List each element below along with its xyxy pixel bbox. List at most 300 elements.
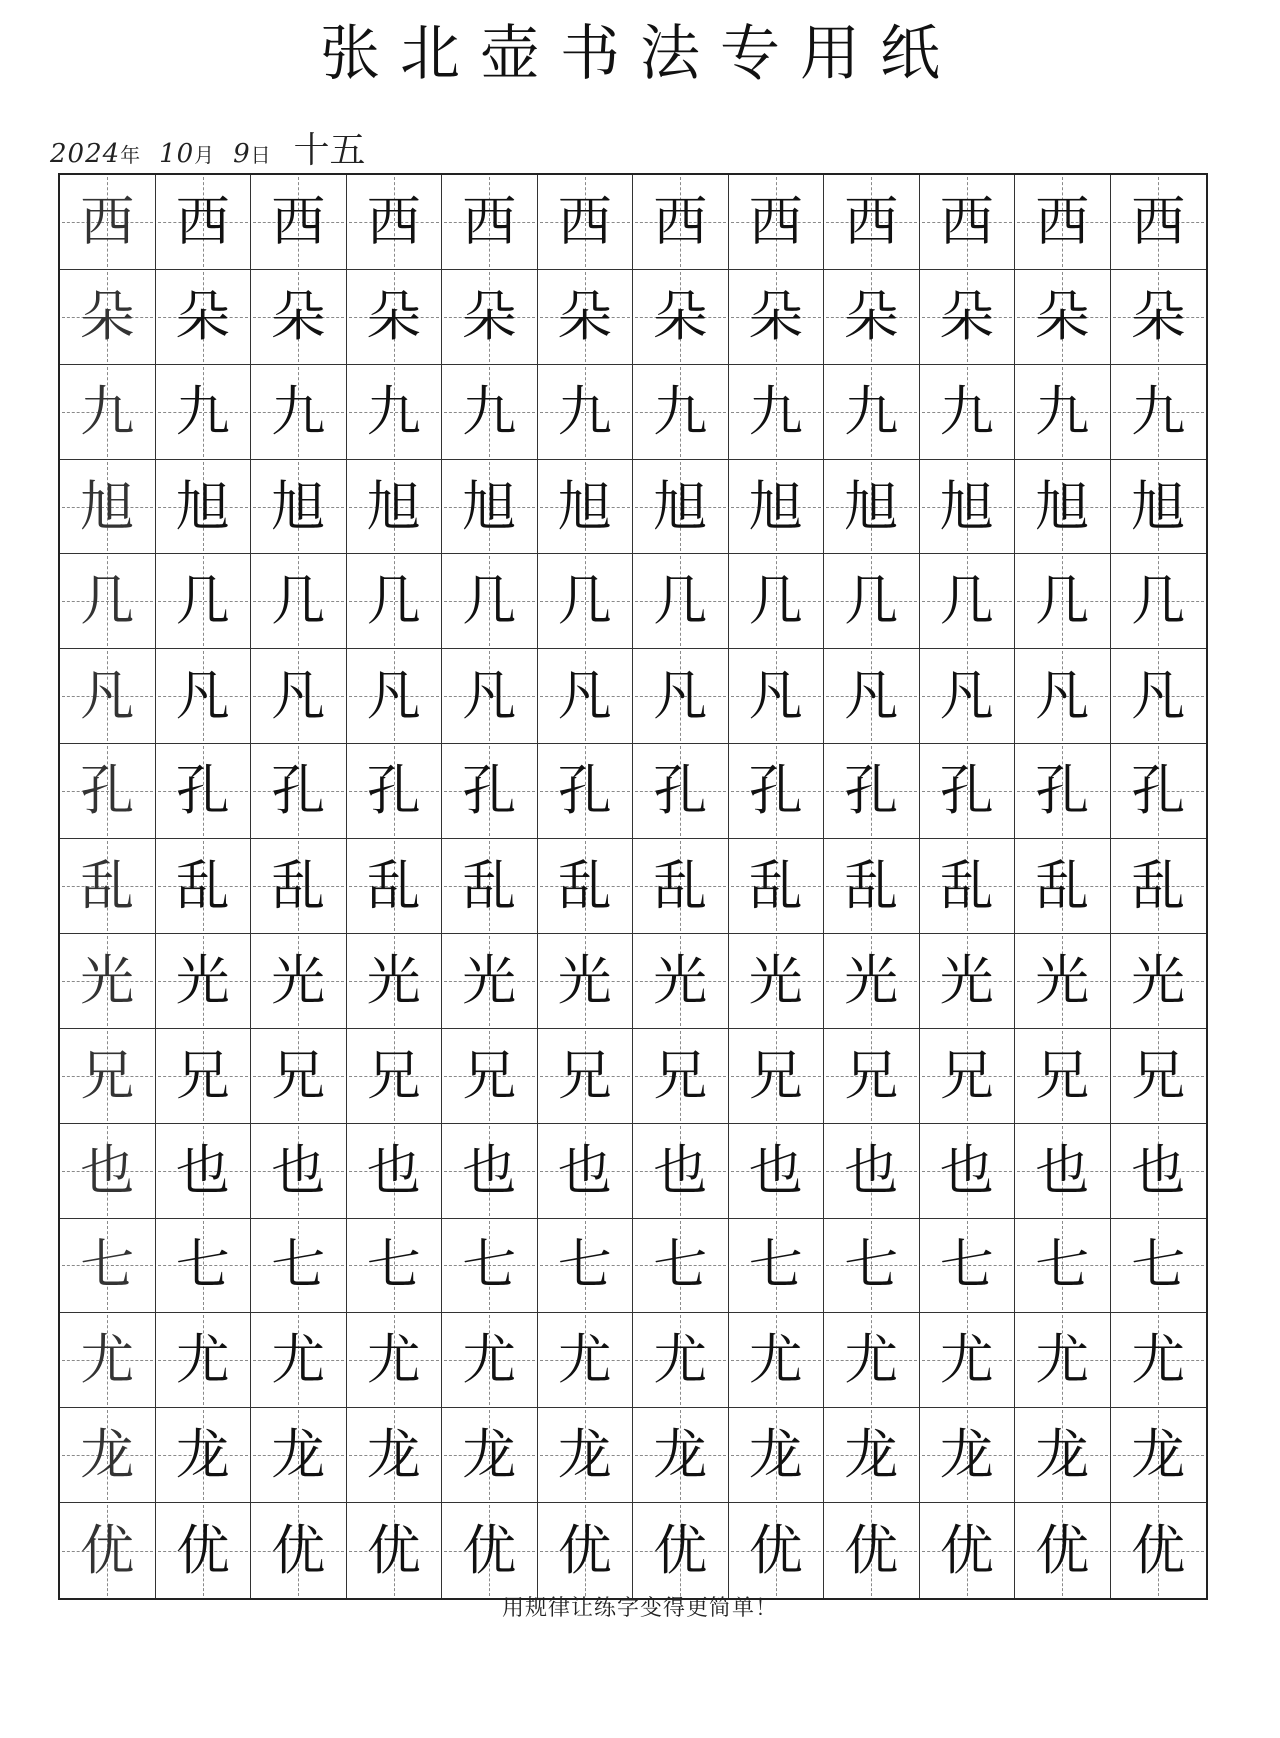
- practice-character-cell: [251, 839, 347, 934]
- practice-character: 龙: [462, 1423, 517, 1487]
- practice-character-cell: [347, 365, 443, 460]
- practice-character: 光: [80, 948, 135, 1012]
- practice-character-cell: [824, 1408, 920, 1503]
- practice-character-cell: [347, 554, 443, 649]
- practice-character: 朵: [939, 284, 994, 348]
- practice-character-cell: [824, 175, 920, 270]
- practice-character: 乱: [1131, 853, 1186, 917]
- practice-character-cell: [920, 1408, 1016, 1503]
- practice-character: 几: [462, 569, 517, 633]
- practice-character: 九: [1035, 379, 1090, 443]
- practice-character-cell: [442, 649, 538, 744]
- practice-character-cell: [824, 1313, 920, 1408]
- practice-character-cell: [633, 1029, 729, 1124]
- practice-character-cell: [729, 934, 825, 1029]
- practice-character-cell: [156, 365, 252, 460]
- practice-character: 龙: [80, 1423, 135, 1487]
- practice-character-cell: [1111, 460, 1207, 555]
- practice-character: 光: [653, 948, 708, 1012]
- practice-character: 尤: [939, 1328, 994, 1392]
- practice-character: 光: [271, 948, 326, 1012]
- date-line: [50, 122, 366, 173]
- practice-character: 旭: [653, 474, 708, 538]
- practice-character-cell: [347, 1313, 443, 1408]
- practice-character: 优: [1131, 1518, 1186, 1582]
- practice-character-cell: [1111, 1219, 1207, 1314]
- practice-character-cell: [1015, 1029, 1111, 1124]
- practice-character-cell: [1015, 270, 1111, 365]
- practice-character-cell: [347, 1124, 443, 1219]
- practice-character-cell: [633, 460, 729, 555]
- date-year-unit: 年: [120, 143, 141, 167]
- practice-character: 孔: [366, 759, 421, 823]
- practice-character: 尤: [748, 1328, 803, 1392]
- practice-character: 几: [80, 569, 135, 633]
- practice-character-cell: [347, 1029, 443, 1124]
- practice-character-cell: [156, 934, 252, 1029]
- model-character-cell: [60, 554, 156, 649]
- practice-character: 优: [366, 1518, 421, 1582]
- practice-character-cell: [1111, 1124, 1207, 1219]
- practice-character: 孔: [939, 759, 994, 823]
- model-character-cell: [60, 1029, 156, 1124]
- practice-character: 七: [366, 1233, 421, 1297]
- practice-character: 九: [80, 379, 135, 443]
- practice-character-cell: [824, 649, 920, 744]
- practice-character-cell: [347, 744, 443, 839]
- practice-character: 旭: [557, 474, 612, 538]
- practice-character-cell: [1111, 1408, 1207, 1503]
- practice-character-cell: [538, 1124, 634, 1219]
- practice-character: 几: [1131, 569, 1186, 633]
- practice-character-cell: [538, 270, 634, 365]
- practice-character-cell: [251, 175, 347, 270]
- practice-character-cell: [442, 934, 538, 1029]
- practice-character-cell: [633, 1313, 729, 1408]
- practice-character-cell: [824, 270, 920, 365]
- practice-character: 优: [271, 1518, 326, 1582]
- practice-character: 龙: [366, 1423, 421, 1487]
- practice-character: 光: [366, 948, 421, 1012]
- practice-character-cell: [538, 175, 634, 270]
- practice-character: 乱: [80, 853, 135, 917]
- practice-character: 旭: [1131, 474, 1186, 538]
- practice-character: 孔: [462, 759, 517, 823]
- practice-character: 尤: [175, 1328, 230, 1392]
- practice-character: 尤: [1035, 1328, 1090, 1392]
- model-character-cell: [60, 1313, 156, 1408]
- practice-character: 孔: [175, 759, 230, 823]
- practice-character: 西: [80, 189, 135, 253]
- practice-character: 几: [748, 569, 803, 633]
- practice-character: 优: [557, 1518, 612, 1582]
- practice-character: 几: [175, 569, 230, 633]
- practice-character: 乱: [748, 853, 803, 917]
- model-character-cell: [60, 649, 156, 744]
- practice-character-cell: [1015, 934, 1111, 1029]
- practice-character-cell: [442, 270, 538, 365]
- practice-character-cell: [347, 649, 443, 744]
- practice-character-cell: [1111, 1313, 1207, 1408]
- practice-character: 几: [653, 569, 708, 633]
- practice-character-cell: [1111, 839, 1207, 934]
- practice-character: 九: [175, 379, 230, 443]
- practice-character-cell: [824, 1219, 920, 1314]
- practice-character-cell: [251, 270, 347, 365]
- practice-character-cell: [633, 744, 729, 839]
- practice-character: 旭: [748, 474, 803, 538]
- practice-character: 旭: [462, 474, 517, 538]
- practice-character-cell: [920, 1313, 1016, 1408]
- model-character-cell: [60, 460, 156, 555]
- practice-character: 西: [175, 189, 230, 253]
- practice-character-cell: [538, 1313, 634, 1408]
- practice-character-cell: [347, 934, 443, 1029]
- practice-character: 兄: [653, 1043, 708, 1107]
- practice-character-cell: [920, 1219, 1016, 1314]
- practice-character: 几: [366, 569, 421, 633]
- practice-character: 龙: [271, 1423, 326, 1487]
- practice-character: 也: [80, 1138, 135, 1202]
- practice-character: 几: [1035, 569, 1090, 633]
- practice-character-cell: [1111, 554, 1207, 649]
- practice-character-cell: [824, 554, 920, 649]
- practice-character: 乱: [271, 853, 326, 917]
- practice-character: 七: [80, 1233, 135, 1297]
- model-character-cell: [60, 744, 156, 839]
- practice-character-cell: [442, 554, 538, 649]
- practice-character: 七: [462, 1233, 517, 1297]
- practice-character-cell: [538, 649, 634, 744]
- practice-character-cell: [920, 1029, 1016, 1124]
- practice-character: 也: [1035, 1138, 1090, 1202]
- practice-character-cell: [633, 1219, 729, 1314]
- practice-character: 也: [748, 1138, 803, 1202]
- practice-character-cell: [442, 1029, 538, 1124]
- practice-character: 光: [748, 948, 803, 1012]
- practice-character-cell: [538, 1503, 634, 1598]
- practice-character-cell: [729, 365, 825, 460]
- practice-character-cell: [251, 554, 347, 649]
- sheet-title: 张北壶书法专用纸: [320, 19, 960, 89]
- practice-character: 孔: [653, 759, 708, 823]
- practice-character: 优: [80, 1518, 135, 1582]
- practice-character: 光: [939, 948, 994, 1012]
- practice-character: 旭: [80, 474, 135, 538]
- practice-character: 九: [462, 379, 517, 443]
- practice-character-cell: [538, 554, 634, 649]
- practice-character-cell: [251, 1029, 347, 1124]
- practice-character-cell: [633, 649, 729, 744]
- practice-character: 七: [557, 1233, 612, 1297]
- practice-character-cell: [1111, 744, 1207, 839]
- practice-character-cell: [538, 1219, 634, 1314]
- practice-character: 尤: [1131, 1328, 1186, 1392]
- practice-character: 尤: [462, 1328, 517, 1392]
- practice-character-cell: [920, 460, 1016, 555]
- practice-character-cell: [1111, 365, 1207, 460]
- practice-character-cell: [156, 460, 252, 555]
- practice-character: 七: [175, 1233, 230, 1297]
- practice-character-cell: [442, 1124, 538, 1219]
- practice-character-cell: [729, 1029, 825, 1124]
- practice-character-cell: [920, 554, 1016, 649]
- practice-character-cell: [156, 1219, 252, 1314]
- practice-character-cell: [920, 365, 1016, 460]
- practice-character-cell: [1111, 1029, 1207, 1124]
- practice-character-cell: [1015, 1124, 1111, 1219]
- practice-character-cell: [442, 1503, 538, 1598]
- practice-character: 朵: [1035, 284, 1090, 348]
- practice-character: 朵: [653, 284, 708, 348]
- practice-character-cell: [442, 1219, 538, 1314]
- practice-character: 尤: [653, 1328, 708, 1392]
- practice-character: 朵: [175, 284, 230, 348]
- practice-character-cell: [633, 554, 729, 649]
- practice-character: 西: [271, 189, 326, 253]
- practice-character-cell: [920, 175, 1016, 270]
- practice-character: 尤: [557, 1328, 612, 1392]
- practice-character-cell: [729, 1124, 825, 1219]
- practice-character: 也: [844, 1138, 899, 1202]
- practice-character: 旭: [175, 474, 230, 538]
- practice-character: 几: [939, 569, 994, 633]
- practice-character-cell: [729, 1219, 825, 1314]
- practice-character: 尤: [366, 1328, 421, 1392]
- practice-character: 九: [271, 379, 326, 443]
- practice-character-cell: [633, 934, 729, 1029]
- practice-character: 几: [844, 569, 899, 633]
- practice-character: 西: [366, 189, 421, 253]
- practice-character: 优: [175, 1518, 230, 1582]
- practice-character: 九: [939, 379, 994, 443]
- practice-character: 光: [462, 948, 517, 1012]
- model-character-cell: [60, 1219, 156, 1314]
- practice-grid: [58, 173, 1208, 1600]
- practice-character: 七: [748, 1233, 803, 1297]
- practice-character-cell: [442, 744, 538, 839]
- date-lunar: 十五: [293, 130, 366, 171]
- practice-character: 七: [1035, 1233, 1090, 1297]
- practice-character-cell: [920, 1503, 1016, 1598]
- practice-character: 光: [557, 948, 612, 1012]
- practice-character: 凡: [653, 664, 708, 728]
- model-character-cell: [60, 934, 156, 1029]
- practice-character-cell: [729, 554, 825, 649]
- practice-character: 七: [1131, 1233, 1186, 1297]
- practice-character-cell: [347, 460, 443, 555]
- practice-character-cell: [251, 1219, 347, 1314]
- practice-character-cell: [920, 1124, 1016, 1219]
- practice-character-cell: [1111, 1503, 1207, 1598]
- practice-character-cell: [538, 1408, 634, 1503]
- practice-character-cell: [729, 1313, 825, 1408]
- practice-character-cell: [1015, 460, 1111, 555]
- practice-character: 西: [557, 189, 612, 253]
- practice-character-cell: [824, 744, 920, 839]
- practice-character: 兄: [175, 1043, 230, 1107]
- practice-character-cell: [729, 270, 825, 365]
- practice-character-cell: [1015, 1219, 1111, 1314]
- footer-slogan: 用规律让练字变得更简单！: [501, 1596, 778, 1621]
- practice-character: 孔: [271, 759, 326, 823]
- practice-character: 优: [844, 1518, 899, 1582]
- practice-character: 孔: [1035, 759, 1090, 823]
- practice-character: 优: [748, 1518, 803, 1582]
- practice-character: 也: [939, 1138, 994, 1202]
- practice-character: 西: [748, 189, 803, 253]
- practice-character-cell: [347, 1408, 443, 1503]
- practice-character-cell: [251, 365, 347, 460]
- practice-character-cell: [1015, 1313, 1111, 1408]
- practice-character-cell: [347, 175, 443, 270]
- practice-character-cell: [633, 175, 729, 270]
- practice-character: 旭: [271, 474, 326, 538]
- practice-character: 乱: [557, 853, 612, 917]
- practice-character-cell: [156, 649, 252, 744]
- practice-character: 乱: [653, 853, 708, 917]
- model-character-cell: [60, 1503, 156, 1598]
- practice-character: 九: [844, 379, 899, 443]
- practice-character-cell: [824, 1503, 920, 1598]
- practice-character: 九: [653, 379, 708, 443]
- practice-character: 凡: [844, 664, 899, 728]
- date-day: 9: [233, 139, 251, 169]
- practice-character-cell: [1015, 175, 1111, 270]
- model-character-cell: [60, 1408, 156, 1503]
- practice-character: 龙: [1131, 1423, 1186, 1487]
- practice-character-cell: [156, 1029, 252, 1124]
- practice-character-cell: [920, 649, 1016, 744]
- practice-character: 九: [366, 379, 421, 443]
- practice-character-cell: [251, 1408, 347, 1503]
- practice-character: 也: [557, 1138, 612, 1202]
- practice-character-cell: [1015, 744, 1111, 839]
- practice-character: 兄: [80, 1043, 135, 1107]
- practice-character: 光: [1131, 948, 1186, 1012]
- date-day-unit: 日: [250, 143, 271, 167]
- practice-character: 尤: [80, 1328, 135, 1392]
- practice-character-cell: [156, 1408, 252, 1503]
- practice-character: 九: [748, 379, 803, 443]
- practice-character: 也: [462, 1138, 517, 1202]
- practice-character-cell: [156, 1313, 252, 1408]
- practice-character-cell: [633, 1503, 729, 1598]
- model-character-cell: [60, 270, 156, 365]
- practice-character-cell: [1111, 649, 1207, 744]
- practice-character: 乱: [844, 853, 899, 917]
- practice-character-cell: [920, 839, 1016, 934]
- practice-character: 乱: [1035, 853, 1090, 917]
- practice-character-cell: [156, 554, 252, 649]
- practice-character: 优: [1035, 1518, 1090, 1582]
- practice-character: 龙: [175, 1423, 230, 1487]
- practice-character-cell: [633, 365, 729, 460]
- practice-character-cell: [633, 1124, 729, 1219]
- practice-character-cell: [824, 1029, 920, 1124]
- practice-character: 几: [557, 569, 612, 633]
- practice-character-cell: [729, 744, 825, 839]
- date-month-unit: 月: [194, 143, 215, 167]
- practice-character: 光: [175, 948, 230, 1012]
- practice-character-cell: [824, 934, 920, 1029]
- practice-character: 朵: [271, 284, 326, 348]
- practice-character-cell: [633, 270, 729, 365]
- practice-character: 西: [1131, 189, 1186, 253]
- practice-character-cell: [156, 175, 252, 270]
- practice-character: 乱: [175, 853, 230, 917]
- practice-character: 朵: [748, 284, 803, 348]
- practice-character: 光: [844, 948, 899, 1012]
- practice-character-cell: [251, 460, 347, 555]
- practice-character-cell: [1015, 649, 1111, 744]
- practice-character: 旭: [939, 474, 994, 538]
- practice-character-cell: [1015, 1408, 1111, 1503]
- practice-character: 优: [462, 1518, 517, 1582]
- practice-character: 孔: [1131, 759, 1186, 823]
- practice-character-cell: [156, 1503, 252, 1598]
- practice-character: 兄: [557, 1043, 612, 1107]
- practice-character: 兄: [844, 1043, 899, 1107]
- practice-character: 西: [1035, 189, 1090, 253]
- practice-character: 七: [844, 1233, 899, 1297]
- practice-character: 凡: [1035, 664, 1090, 728]
- model-character-cell: [60, 1124, 156, 1219]
- practice-character: 也: [1131, 1138, 1186, 1202]
- practice-character: 优: [939, 1518, 994, 1582]
- practice-character-cell: [156, 839, 252, 934]
- practice-character-cell: [920, 744, 1016, 839]
- practice-character: 孔: [844, 759, 899, 823]
- practice-character: 凡: [1131, 664, 1186, 728]
- practice-character: 尤: [271, 1328, 326, 1392]
- practice-character: 西: [939, 189, 994, 253]
- practice-character: 九: [557, 379, 612, 443]
- practice-character-cell: [1015, 1503, 1111, 1598]
- practice-character: 乱: [939, 853, 994, 917]
- practice-character-cell: [442, 365, 538, 460]
- practice-character-cell: [347, 839, 443, 934]
- practice-character-cell: [824, 365, 920, 460]
- practice-character-cell: [824, 839, 920, 934]
- practice-character: 九: [1131, 379, 1186, 443]
- model-character-cell: [60, 175, 156, 270]
- model-character-cell: [60, 839, 156, 934]
- practice-character: 乱: [462, 853, 517, 917]
- practice-character: 凡: [557, 664, 612, 728]
- practice-character: 朵: [80, 284, 135, 348]
- practice-character-cell: [347, 1503, 443, 1598]
- practice-character-cell: [633, 839, 729, 934]
- practice-character: 凡: [175, 664, 230, 728]
- practice-character-cell: [729, 175, 825, 270]
- practice-character: 西: [844, 189, 899, 253]
- practice-character: 七: [653, 1233, 708, 1297]
- practice-character: 兄: [1131, 1043, 1186, 1107]
- practice-character: 孔: [80, 759, 135, 823]
- practice-character-cell: [538, 365, 634, 460]
- practice-character: 优: [653, 1518, 708, 1582]
- practice-character: 朵: [366, 284, 421, 348]
- practice-character-cell: [824, 460, 920, 555]
- practice-character-cell: [729, 1503, 825, 1598]
- practice-character: 龙: [844, 1423, 899, 1487]
- practice-character-cell: [1015, 839, 1111, 934]
- practice-character: 兄: [1035, 1043, 1090, 1107]
- practice-character-cell: [347, 1219, 443, 1314]
- practice-character: 也: [366, 1138, 421, 1202]
- practice-character: 兄: [271, 1043, 326, 1107]
